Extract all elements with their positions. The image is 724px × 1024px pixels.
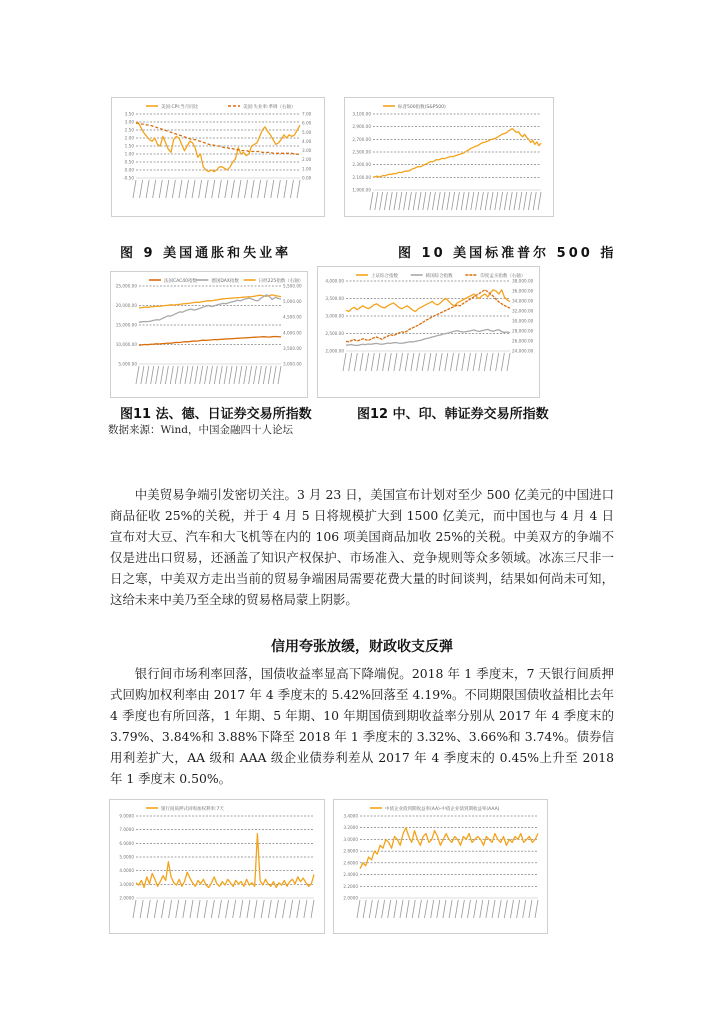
- x-tick-label: [166, 180, 169, 198]
- y2-tick-label: 0.00: [302, 175, 312, 181]
- legend-label: 中债企业债到期收益率(AA)-中债企业债到期收益率(AAA): [385, 807, 500, 812]
- x-tick-label: [360, 353, 363, 371]
- x-tick-label: [214, 366, 217, 384]
- x-tick-label: [456, 192, 459, 210]
- x-tick-label: [428, 192, 431, 210]
- x-tick-label: [514, 192, 517, 210]
- x-tick-label: [388, 353, 391, 371]
- x-tick-label: [437, 192, 440, 210]
- y-tick-label: 2.6000: [343, 860, 358, 866]
- x-tick-label: [466, 192, 469, 210]
- y2-tick-label: 4,000.00: [283, 330, 302, 336]
- y-tick-label: 20,000.00: [115, 303, 137, 308]
- x-tick-label: [474, 900, 477, 918]
- x-tick-label: [140, 900, 143, 918]
- y-tick-label: 2,500.00: [352, 149, 371, 155]
- x-tick-label: [423, 192, 426, 210]
- x-tick-label: [495, 192, 498, 210]
- x-tick-label: [263, 366, 266, 384]
- x-tick-label: [133, 180, 136, 198]
- x-tick-label: [268, 900, 271, 918]
- y-tick-label: 2,900.00: [352, 124, 371, 130]
- x-tick-label: [428, 353, 431, 371]
- x-tick-label: [180, 366, 183, 384]
- x-tick-label: [375, 900, 378, 918]
- x-tick-label: [533, 192, 536, 210]
- y-tick-label: 3,000.00: [325, 313, 344, 319]
- series-line: [346, 290, 510, 312]
- x-tick-label: [375, 192, 378, 210]
- x-tick-label: [354, 353, 357, 371]
- x-tick-label: [394, 353, 397, 371]
- x-tick-label: [156, 366, 159, 384]
- y2-tick-label: 2.00: [302, 157, 312, 163]
- chart-fig13-plot: [110, 800, 324, 933]
- x-tick-label: [480, 900, 483, 918]
- series-line: [136, 122, 300, 172]
- x-tick-label: [154, 900, 157, 918]
- chart-fig10-plot: [345, 98, 553, 216]
- x-tick-label: [388, 900, 391, 918]
- x-tick-label: [528, 192, 531, 210]
- chart-fig11: [110, 271, 308, 398]
- series-line: [136, 123, 300, 154]
- x-tick-label: [254, 366, 257, 384]
- x-tick-label: [443, 900, 446, 918]
- x-tick-label: [455, 900, 458, 918]
- x-tick-label: [406, 900, 409, 918]
- x-tick-label: [404, 192, 407, 210]
- x-tick-label: [449, 900, 452, 918]
- x-tick-label: [431, 900, 434, 918]
- x-tick-label: [172, 180, 175, 198]
- caption-fig10: 图 10 美国标准普尔 500 指: [398, 246, 617, 261]
- x-tick-label: [254, 900, 257, 918]
- y2-tick-label: 38,000.00: [512, 278, 534, 284]
- y2-tick-label: 6.00: [302, 120, 312, 126]
- x-tick-label: [538, 192, 541, 210]
- chart-fig14: [333, 799, 548, 934]
- x-tick-label: [218, 900, 221, 918]
- x-tick-label: [205, 366, 208, 384]
- x-tick-label: [442, 192, 445, 210]
- x-tick-label: [249, 366, 252, 384]
- x-tick-label: [433, 353, 436, 371]
- x-tick-label: [234, 366, 237, 384]
- x-tick-label: [290, 900, 293, 918]
- x-tick-label: [185, 180, 188, 198]
- section-title: 信用夸张放缓，财政收支反弹: [271, 639, 453, 655]
- y-tick-label: 3.2000: [343, 825, 358, 831]
- x-tick-label: [224, 366, 227, 384]
- x-tick-label: [456, 353, 459, 371]
- x-tick-label: [480, 192, 483, 210]
- legend-label: 美国:CPI:当月同比: [161, 105, 199, 110]
- x-tick-label: [411, 353, 414, 371]
- x-tick-label: [371, 353, 374, 371]
- x-tick-label: [212, 180, 215, 198]
- x-tick-label: [476, 192, 479, 210]
- y-tick-label: 9.0000: [119, 813, 134, 819]
- x-tick-label: [195, 366, 198, 384]
- x-tick-label: [445, 353, 448, 371]
- x-tick-label: [377, 353, 380, 371]
- caption-fig11: 图11 法、德、日证券交易所指数: [120, 407, 312, 422]
- x-tick-label: [400, 353, 403, 371]
- y-tick-label: 3,500.00: [325, 296, 344, 301]
- series-line: [136, 834, 314, 888]
- y-tick-label: 10,000.00: [115, 342, 137, 347]
- chart-fig12-plot: [318, 267, 539, 397]
- x-tick-label: [239, 366, 242, 384]
- x-tick-label: [447, 192, 450, 210]
- y-tick-label: 6.0000: [119, 840, 134, 846]
- x-tick-label: [461, 192, 464, 210]
- x-tick-label: [384, 192, 387, 210]
- x-tick-label: [473, 353, 476, 371]
- x-tick-label: [363, 900, 366, 918]
- y2-tick-label: 5,000.00: [283, 299, 302, 305]
- x-tick-label: [498, 900, 501, 918]
- x-tick-label: [484, 353, 487, 371]
- x-tick-label: [504, 900, 507, 918]
- x-tick-label: [268, 366, 271, 384]
- x-tick-label: [523, 900, 526, 918]
- series-line: [139, 295, 281, 322]
- x-tick-label: [507, 353, 510, 371]
- x-tick-label: [183, 900, 186, 918]
- x-tick-label: [389, 192, 392, 210]
- y-tick-label: 2.8000: [343, 848, 358, 854]
- y-tick-label: 2.4000: [343, 872, 358, 878]
- x-tick-label: [432, 192, 435, 210]
- y-tick-label: 3.0000: [343, 836, 358, 842]
- series-line: [360, 828, 538, 869]
- y2-tick-label: 3,500.00: [283, 345, 302, 351]
- x-tick-label: [370, 192, 373, 210]
- x-tick-label: [264, 180, 267, 198]
- legend-label: 上证综合指数: [371, 274, 398, 279]
- y-tick-label: 3.4000: [343, 813, 358, 819]
- y2-tick-label: 4.00: [302, 138, 312, 144]
- y2-tick-label: 4,500.00: [283, 314, 302, 320]
- y-tick-label: 2.0000: [343, 895, 358, 901]
- x-tick-label: [244, 366, 247, 384]
- y-tick-label: 2,500.00: [325, 331, 344, 336]
- y-tick-label: 2,300.00: [352, 162, 371, 168]
- legend-label: 标普500指数(S&P500): [398, 105, 446, 110]
- x-tick-label: [452, 192, 455, 210]
- y-tick-label: 7.0000: [119, 827, 134, 833]
- y-tick-label: 5.0000: [119, 854, 134, 860]
- x-tick-label: [219, 366, 222, 384]
- y-tick-label: 4.0000: [119, 868, 134, 874]
- x-tick-label: [437, 900, 440, 918]
- y2-tick-label: 28,000.00: [512, 328, 534, 334]
- chart-fig14-plot: [334, 800, 547, 933]
- x-tick-label: [471, 192, 474, 210]
- y-tick-label: 1,900.00: [352, 187, 371, 193]
- x-tick-label: [380, 192, 383, 210]
- x-tick-label: [479, 353, 482, 371]
- y-tick-label: 2,000.00: [325, 348, 344, 354]
- y2-tick-label: 36,000.00: [512, 288, 534, 294]
- x-tick-label: [417, 353, 420, 371]
- x-tick-label: [496, 353, 499, 371]
- caption-fig12: 图12 中、印、韩证券交易所指数: [357, 407, 549, 422]
- x-tick-label: [175, 366, 178, 384]
- x-tick-label: [200, 366, 203, 384]
- x-tick-label: [418, 192, 421, 210]
- x-tick-label: [462, 353, 465, 371]
- x-tick-label: [229, 366, 232, 384]
- x-tick-label: [369, 900, 372, 918]
- x-tick-label: [517, 900, 520, 918]
- x-tick-label: [141, 366, 144, 384]
- x-tick-label: [524, 192, 527, 210]
- x-tick-label: [284, 180, 287, 198]
- x-tick-label: [261, 900, 264, 918]
- chart-fig12: [317, 266, 540, 398]
- x-tick-label: [277, 180, 280, 198]
- y-tick-label: 1.00: [124, 151, 134, 157]
- y-tick-label: 0.50: [124, 159, 134, 165]
- chart-fig10: [344, 97, 554, 217]
- x-tick-label: [343, 353, 346, 371]
- y-tick-label: 5,000.00: [118, 361, 137, 367]
- x-tick-label: [349, 353, 352, 371]
- x-tick-label: [192, 180, 195, 198]
- y-tick-label: 15,000.00: [115, 322, 137, 328]
- x-tick-label: [304, 900, 307, 918]
- x-tick-label: [490, 192, 493, 210]
- x-tick-label: [467, 353, 470, 371]
- x-tick-label: [211, 900, 214, 918]
- y2-tick-label: 3.00: [302, 148, 312, 154]
- y2-tick-label: 5,500.00: [283, 283, 302, 289]
- x-tick-label: [275, 900, 278, 918]
- x-tick-label: [209, 366, 212, 384]
- chart-fig9-plot: [112, 98, 324, 216]
- x-tick-label: [412, 900, 415, 918]
- x-tick-label: [383, 353, 386, 371]
- series-line: [139, 337, 281, 346]
- y-tick-label: 3.50: [124, 111, 134, 117]
- x-tick-label: [271, 180, 274, 198]
- x-tick-label: [238, 180, 241, 198]
- x-tick-label: [159, 180, 162, 198]
- y-tick-label: 3,100.00: [352, 111, 371, 117]
- x-tick-label: [485, 192, 488, 210]
- x-tick-label: [153, 180, 156, 198]
- series-line: [346, 329, 510, 345]
- x-tick-label: [467, 900, 470, 918]
- y-tick-label: 0.00: [124, 167, 134, 173]
- legend-label: 美国:失业率:季调（右轴）: [243, 105, 296, 110]
- x-tick-label: [297, 180, 300, 198]
- y2-tick-label: 7.00: [302, 111, 312, 117]
- x-tick-label: [408, 192, 411, 210]
- legend-label: 法国CAC40指数: [164, 279, 198, 284]
- chart-fig9: [111, 97, 325, 217]
- caption-fig9: 图 9 美国通胀和失业率: [120, 246, 292, 261]
- x-tick-label: [366, 353, 369, 371]
- y2-tick-label: 34,000.00: [512, 298, 534, 304]
- x-tick-label: [247, 900, 250, 918]
- x-tick-label: [519, 192, 522, 210]
- y2-tick-label: 1.00: [302, 166, 312, 172]
- x-tick-label: [529, 900, 532, 918]
- x-tick-label: [146, 366, 149, 384]
- x-tick-label: [492, 900, 495, 918]
- x-tick-label: [205, 180, 208, 198]
- paragraph-interest-rates: 银行间市场利率回落，国债收益率显高下降端倪。2018 年 1 季度末，7 天银行间质押式回购加权利率由 2017 年 4 季度末的 5.42%回落至 4.19%。不同期限国债收益相比去年 4 季度也有所回落，1 年期、5 年期、10 年期国债到期收益率分别从 2017 年 4 季度末的 3.79%、3.84%和 3.88%下降至 2018 年 1 季度末的 3.32%、3.66%和 3.74%。债券信用利差扩大，AA 级和 AAA 级企业债券利差从 2017 年 4 季度末的 0.45%上升至 2018 年 1 季度末 0.50%。: [110, 666, 614, 786]
- y-tick-label: 2,700.00: [352, 136, 371, 142]
- x-tick-label: [226, 900, 229, 918]
- x-tick-label: [283, 900, 286, 918]
- x-tick-label: [399, 192, 402, 210]
- x-tick-label: [500, 192, 503, 210]
- x-tick-label: [425, 900, 428, 918]
- x-tick-label: [509, 192, 512, 210]
- y2-tick-label: 24,000.00: [512, 348, 534, 354]
- x-tick-label: [151, 366, 154, 384]
- data-source-note: 数据来源：Wind，中国金融四十人论坛: [108, 424, 293, 436]
- x-tick-label: [204, 900, 207, 918]
- x-tick-label: [400, 900, 403, 918]
- x-tick-label: [382, 900, 385, 918]
- x-tick-label: [146, 180, 149, 198]
- x-tick-label: [290, 180, 293, 198]
- x-tick-label: [190, 366, 193, 384]
- x-tick-label: [197, 900, 200, 918]
- x-tick-label: [413, 192, 416, 210]
- y-tick-label: -0.50: [123, 175, 134, 181]
- series-line: [373, 129, 541, 178]
- x-tick-label: [535, 900, 538, 918]
- x-tick-label: [251, 180, 254, 198]
- legend-label: 韩国综合指数: [425, 274, 453, 279]
- legend-label: 银行间质押式回购加权利率:7天: [161, 807, 224, 812]
- y-tick-label: 1.50: [124, 143, 134, 149]
- x-tick-label: [394, 192, 397, 210]
- x-tick-label: [258, 180, 261, 198]
- x-tick-label: [165, 366, 168, 384]
- legend-label: 德国DAX指数: [211, 279, 239, 284]
- x-tick-label: [225, 180, 228, 198]
- x-tick-label: [273, 366, 276, 384]
- x-tick-label: [147, 900, 150, 918]
- x-tick-label: [176, 900, 179, 918]
- x-tick-label: [405, 353, 408, 371]
- x-tick-label: [439, 353, 442, 371]
- y2-tick-label: 30,000.00: [512, 318, 534, 324]
- chart-fig13: [109, 799, 325, 934]
- y-tick-label: 3.0000: [119, 881, 134, 887]
- x-tick-label: [240, 900, 243, 918]
- x-tick-label: [510, 900, 513, 918]
- y-tick-label: 2.2000: [343, 883, 358, 889]
- x-tick-label: [233, 900, 236, 918]
- x-tick-label: [161, 900, 164, 918]
- y2-tick-label: 3,000.00: [283, 361, 302, 367]
- x-tick-label: [245, 180, 248, 198]
- legend-label: 日经225指数（右轴）: [258, 279, 304, 284]
- x-tick-label: [450, 353, 453, 371]
- x-tick-label: [185, 366, 188, 384]
- x-tick-label: [422, 353, 425, 371]
- x-tick-label: [490, 353, 493, 371]
- x-tick-label: [218, 180, 221, 198]
- x-tick-label: [297, 900, 300, 918]
- y-tick-label: 2.00: [124, 135, 134, 141]
- paragraph-trade-dispute: 中美贸易争端引发密切关注。3 月 23 日，美国宣布计划对至少 500 亿美元的中国进口商品征收 25%的关税，并于 4 月 5 日将规模扩大到 1500 亿美元，而中国也与 4 月 4 日宣布对大豆、汽车和大飞机等在内的 106 项美国商品加收 25%的关税。中美双方的争端不仅是进出口贸易，还涵盖了知识产权保护、市场准入、竞争规则等众多领域。冰冻三尺非一日之寒，中美双方走出当前的贸易争端困局需要花费大量的时间谈判，结果如何尚未可知，这给未来中美乃至全球的贸易格局蒙上阴影。: [110, 487, 614, 607]
- x-tick-label: [170, 366, 173, 384]
- x-tick-label: [258, 366, 261, 384]
- y-tick-label: 4,000.00: [325, 278, 344, 284]
- legend-label: 印度孟买指数（右轴）: [480, 274, 526, 279]
- x-tick-label: [504, 192, 507, 210]
- y-tick-label: 25,000.00: [115, 283, 137, 289]
- x-tick-label: [140, 180, 143, 198]
- y-tick-label: 2.0000: [119, 895, 134, 901]
- y-tick-label: 2.50: [124, 127, 134, 133]
- y2-tick-label: 32,000.00: [512, 308, 534, 314]
- x-tick-label: [179, 180, 182, 198]
- x-tick-label: [231, 180, 234, 198]
- x-tick-label: [418, 900, 421, 918]
- x-tick-label: [160, 366, 163, 384]
- x-tick-label: [169, 900, 172, 918]
- x-tick-label: [394, 900, 397, 918]
- x-tick-label: [311, 900, 314, 918]
- x-tick-label: [199, 180, 202, 198]
- x-tick-label: [486, 900, 489, 918]
- x-tick-label: [501, 353, 504, 371]
- chart-fig11-plot: [111, 272, 307, 397]
- x-tick-label: [357, 900, 360, 918]
- y-tick-label: 3.00: [124, 119, 134, 125]
- y2-tick-label: 5.00: [302, 129, 312, 135]
- x-tick-label: [133, 900, 136, 918]
- x-tick-label: [461, 900, 464, 918]
- y-tick-label: 2,100.00: [352, 174, 371, 180]
- x-tick-label: [190, 900, 193, 918]
- y2-tick-label: 26,000.00: [512, 338, 534, 344]
- x-tick-label: [136, 366, 139, 384]
- x-tick-label: [278, 366, 281, 384]
